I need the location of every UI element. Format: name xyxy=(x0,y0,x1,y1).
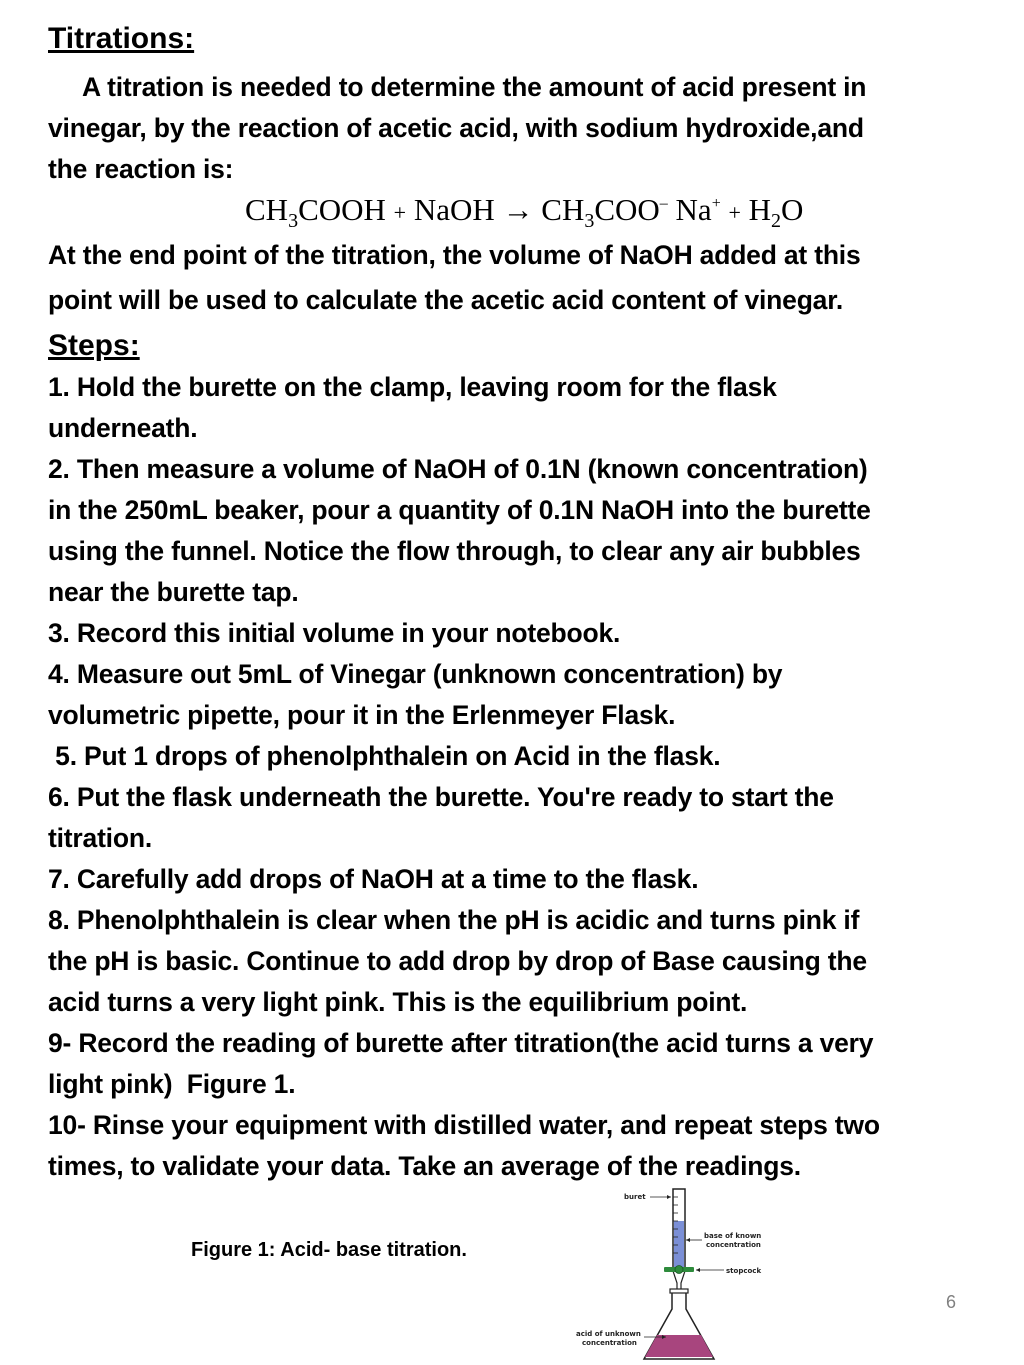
flask-lip xyxy=(670,1289,688,1293)
step-line: the pH is basic. Continue to add drop by drop of Base causing the xyxy=(48,946,867,976)
step-line: 6. Put the flask underneath the burette. You're ready to start the xyxy=(48,782,834,812)
step-line: 7. Carefully add drops of NaOH at a time to the flask. xyxy=(48,864,699,894)
titration-diagram xyxy=(570,1185,770,1365)
plus-sign: + xyxy=(393,200,407,225)
titrations-heading: Titrations: xyxy=(48,22,195,55)
endpoint-line-2: point will be used to calculate the acetic acid content of vinegar. xyxy=(48,285,844,315)
step-line: near the burette tap. xyxy=(48,577,299,607)
intro-line-1: A titration is needed to determine the amount of acid present in xyxy=(82,72,867,102)
step-line: 5. Put 1 drops of phenolphthalein on Acid in the flask. xyxy=(48,741,721,771)
arrow-head xyxy=(667,1195,671,1199)
step-line: 3. Record this initial volume in your notebook. xyxy=(48,618,621,648)
step-line: in the 250mL beaker, pour a quantity of 0.1N NaOH into the burette xyxy=(48,495,871,525)
base-liquid xyxy=(674,1221,684,1270)
step-line: acid turns a very light pink. This is the equilibrium point. xyxy=(48,987,748,1017)
reaction-arrow: → xyxy=(502,192,534,227)
reactant-acetic-acid: $CH_3COOH$ xyxy=(245,192,386,232)
label-buret: buret xyxy=(624,1193,646,1201)
reactant-sodium-hydroxide: NaOH xyxy=(413,192,495,227)
step-line: 2. Then measure a volume of NaOH of 0.1N (known concentration) xyxy=(48,454,868,484)
step-line: 9- Record the reading of burette after titration(the acid turns a very xyxy=(48,1028,874,1058)
step-line: volumetric pipette, pour it in the Erlenmeyer Flask. xyxy=(48,700,676,730)
plus-sign: + xyxy=(728,200,741,225)
product-water: $H_2O$ xyxy=(748,192,804,232)
arrow-head xyxy=(686,1238,690,1242)
label-base-line-2: concentration xyxy=(706,1241,761,1249)
reaction-equation xyxy=(245,192,803,233)
step-line: underneath. xyxy=(48,413,198,443)
step-line: 4. Measure out 5mL of Vinegar (unknown concentration) by xyxy=(48,659,783,689)
intro-line-3: the reaction is: xyxy=(48,154,234,184)
product-acetate: $CH_3COO^-$ xyxy=(541,192,668,232)
step-line: using the funnel. Notice the flow through, to clear any air bubbles xyxy=(48,536,861,566)
steps-heading: Steps: xyxy=(48,329,140,362)
stopcock-knob xyxy=(675,1266,683,1274)
label-stopcock: stopcock xyxy=(726,1267,762,1275)
intro-line-2: vinegar, by the reaction of acetic acid, with sodium hydroxide,and xyxy=(48,113,864,143)
label-acid-line-1: acid of unknown xyxy=(576,1330,641,1338)
step-line: 1. Hold the burette on the clamp, leaving room for the flask xyxy=(48,372,777,402)
figure-caption: Figure 1: Acid- base titration. xyxy=(191,1239,467,1261)
step-line: 8. Phenolphthalein is clear when the pH is acidic and turns pink if xyxy=(48,905,860,935)
arrow-head xyxy=(696,1268,700,1272)
endpoint-line-1: At the end point of the titration, the volume of NaOH added at this xyxy=(48,240,861,270)
label-acid-line-2: concentration xyxy=(582,1339,637,1347)
step-line: light pink) Figure 1. xyxy=(48,1069,296,1099)
step-line: times, to validate your data. Take an average of the readings. xyxy=(48,1151,801,1181)
acid-liquid xyxy=(645,1335,713,1357)
label-base-line-1: base of known xyxy=(704,1232,762,1240)
step-line: 10- Rinse your equipment with distilled water, and repeat steps two xyxy=(48,1110,880,1140)
product-sodium-ion: Na+ xyxy=(675,192,721,227)
step-line: titration. xyxy=(48,823,152,853)
page-number: 6 xyxy=(946,1292,957,1312)
